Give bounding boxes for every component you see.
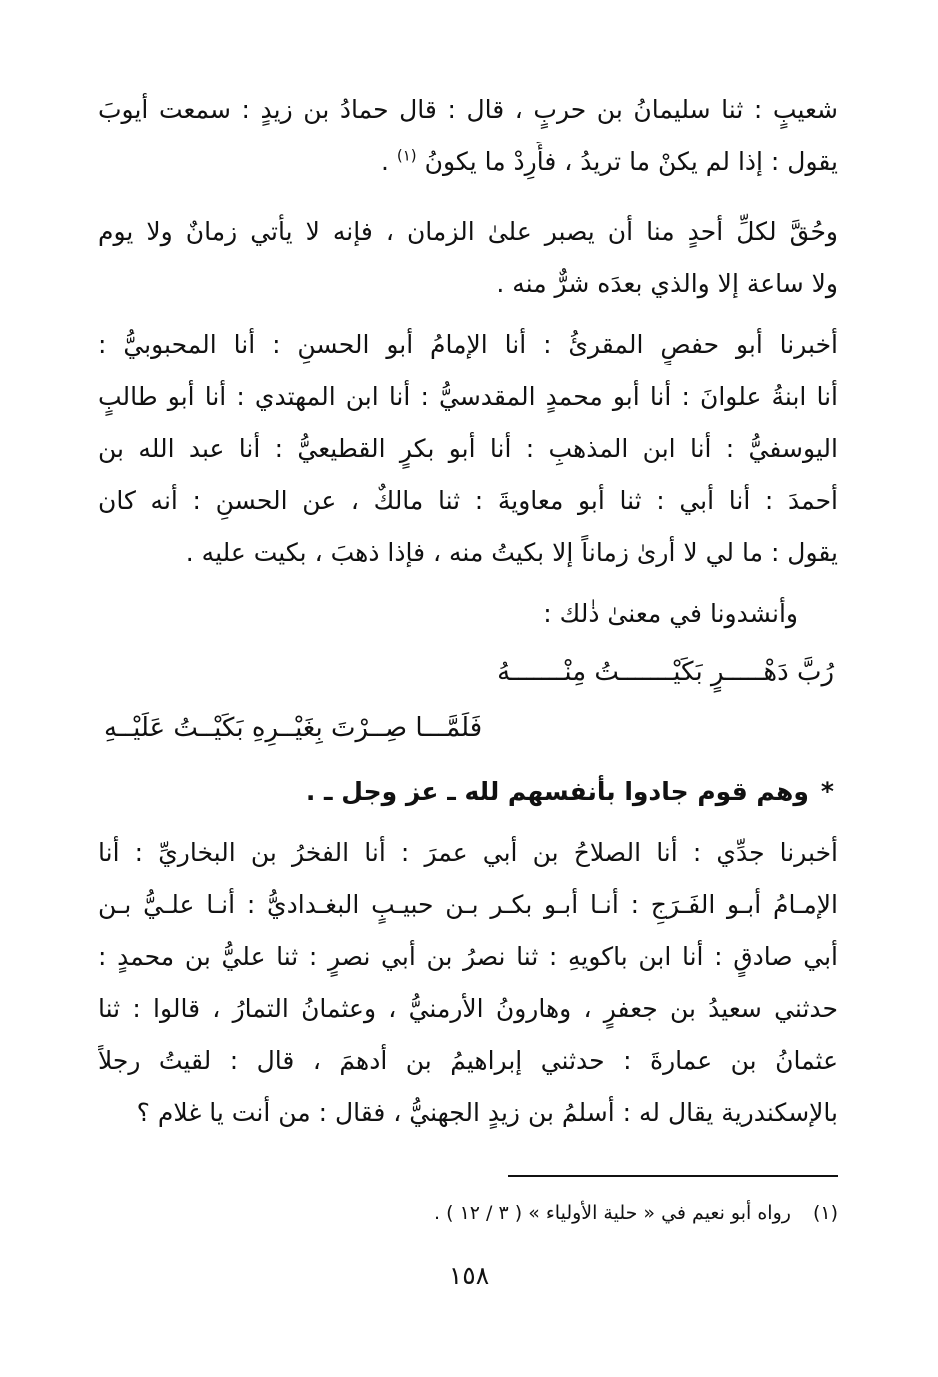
paragraph-5-line-1: أخبرنا جدِّي : أنا الصلاحُ بن أبي عمرَ : أنا الفخرُ بن البخاريِّ : أنا bbox=[98, 838, 838, 867]
paragraph-3-line-5: يقول : ما لي لا أرىٰ زماناً إلا بكيتُ منه ، فإذا ذهبَ ، بكيت عليه . bbox=[185, 538, 838, 567]
paragraph-1-line-2-text: يقول : إذا لم يكنْ ما تريدُ ، فأَرِدْ ما يكونُ bbox=[424, 147, 838, 176]
paragraph-4-line-1: وأنشدونا في معنىٰ ذٰلك : bbox=[543, 599, 798, 628]
paragraph-2-line-1: وحُقَّ لكلِّ أحدٍ منا أن يصبر علىٰ الزمان ، فإنه لا يأتي زمانٌ ولا يوم bbox=[98, 217, 838, 246]
paragraph-5-line-3: أبي صادقٍ : أنا ابن باكويهِ : ثنا نصرُ بن أبي نصرٍ : ثنا عليُّ بن محمدٍ : bbox=[98, 942, 838, 971]
footnote-number: (١) bbox=[812, 1202, 838, 1224]
paragraph-5-line-4: حدثني سعيدُ بن جعفرٍ ، وهارونُ الأرمنيُّ ، وعثمانُ التمارُ ، قالوا : ثنا bbox=[98, 994, 838, 1023]
paragraph-5-line-5: عثمانُ بن عمارةَ : حدثني إبراهيمُ بن أدهمَ ، قال : لقيتُ رجلاً bbox=[98, 1046, 838, 1075]
page-number: ١٥٨ bbox=[448, 1261, 490, 1290]
paragraph-3-line-1: أخبرنا أبو حفصٍ المقرئُ : أنا الإمامُ أبو الحسنِ : أنا المحبوبيُّ : bbox=[98, 330, 838, 359]
paragraph-5-line-2: الإمـامُ أبـو الفَـرَجِ : أنـا أبـو بكـر بـن حبيـبٍ البغـداديُّ : أنـا علـيُّ بـن bbox=[98, 890, 838, 919]
paragraph-5-line-6: بالإسكندرية يقال له : أسلمُ بن زيدٍ الجهنيُّ ، فقال : من أنت يا غلام ؟ bbox=[136, 1098, 838, 1127]
footnote-text: رواه أبو نعيم في « حلية الأولياء » ( ٣ / ١٢ ) . bbox=[434, 1202, 791, 1224]
footnote bbox=[434, 1198, 838, 1228]
paragraph-1-line-2-end: . bbox=[380, 147, 389, 176]
paragraph-1-line-1: شعيبٍ : ثنا سليمانُ بن حربٍ ، قال : قال حمادُ بن زيدٍ : سمعت أيوبَ bbox=[98, 95, 838, 124]
paragraph-2-line-2: ولا ساعة إلا والذي بعدَه شرٌّ منه . bbox=[496, 269, 838, 298]
paragraph-3-line-3: اليوسفيُّ : أنا ابن المذهبِ : أنا أبو بكرٍ القطيعيُّ : أنا عبد الله بن bbox=[98, 434, 838, 463]
asterisk-icon: * bbox=[820, 777, 834, 806]
paragraph-3-line-2: أنا ابنةُ علوانَ : أنا أبو محمدٍ المقدسيُّ : أنا ابن المهتدي : أنا أبو طالبٍ bbox=[98, 382, 838, 411]
footnote-reference-marker: (١) bbox=[396, 146, 417, 165]
paragraph-1-line-2 bbox=[98, 142, 838, 182]
section-heading bbox=[306, 772, 834, 812]
footnote-separator bbox=[508, 1175, 838, 1177]
paragraph-3-line-4: أحمدَ : أنا أبي : ثنا أبو معاويةَ : ثنا مالكٌ ، عن الحسنِ : أنه كان bbox=[98, 486, 838, 515]
poem-verse-1: رُبَّ دَهْـــــرٍ بَكَيْـــــــتُ مِنْـــــــهُ bbox=[497, 657, 834, 687]
poem-verse-2: فَلَمَّـــا صِــرْتَ بِغَيْــرِهِ بَكَيْــتُ عَلَيْــهِ bbox=[104, 713, 483, 743]
section-heading-text: وهم قوم جادوا بأنفسهم لله ـ عز وجل ـ . bbox=[305, 777, 809, 806]
